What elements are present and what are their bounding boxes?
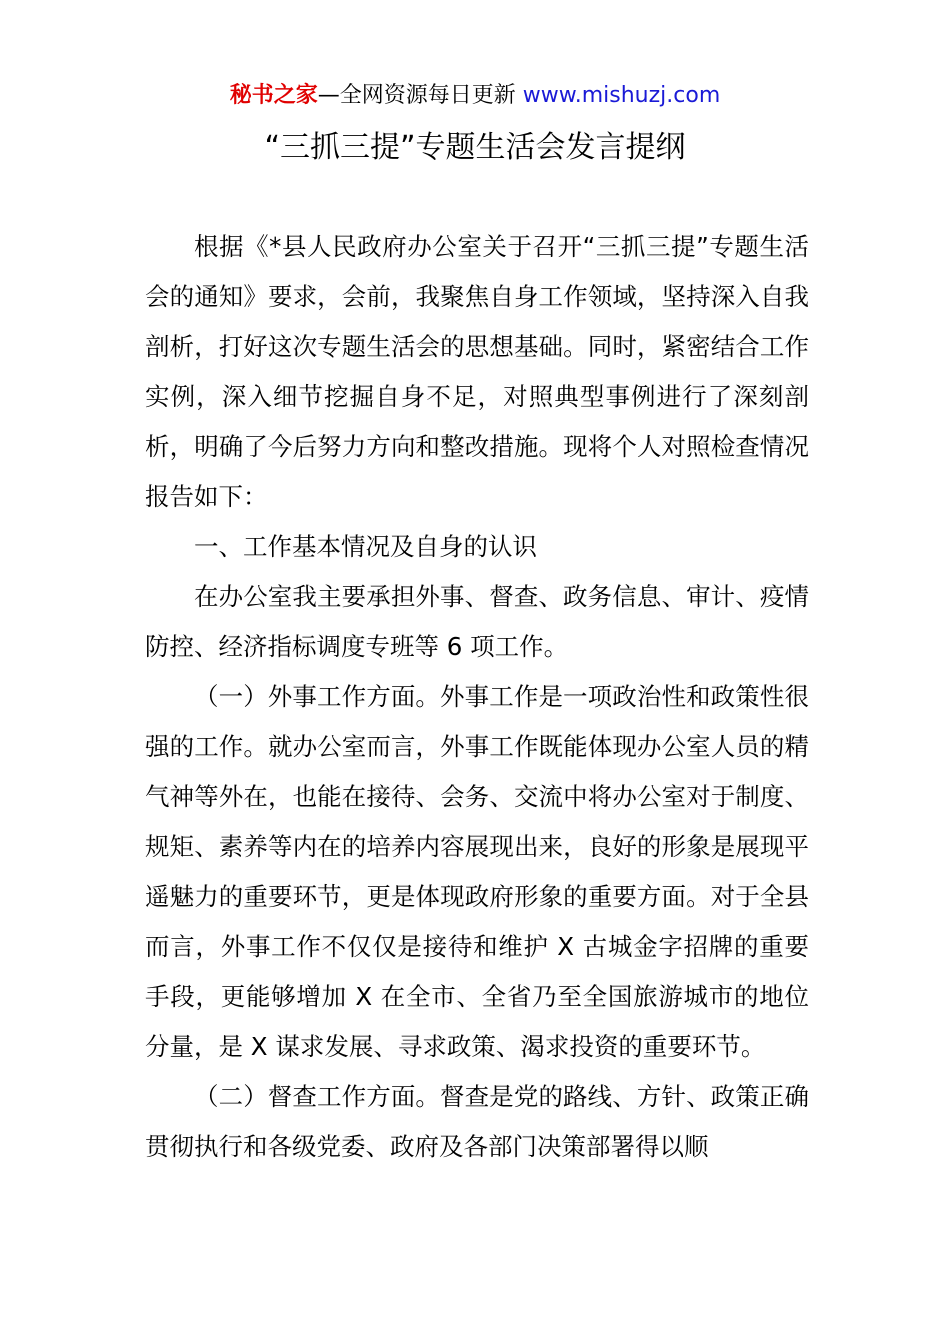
site-brand: 秘书之家 <box>229 83 318 108</box>
document-body <box>145 222 809 1172</box>
section-heading: 一、工作基本情况及自身的认识 <box>194 532 537 561</box>
site-header <box>0 80 950 112</box>
paragraph-supervision: （二）督查工作方面。督查是党的路线、方针、政策正确贯彻执行和各级党委、政府及各部门决策部署得以顺 <box>145 1082 809 1161</box>
site-url[interactable]: www.mishuzj.com <box>522 83 721 108</box>
paragraph-foreign-affairs: （一）外事工作方面。外事工作是一项政治性和政策性很强的工作。就办公室而言，外事工作既能体现办公室人员的精气神等外在，也能在接待、会务、交流中将办公室对于制度、规矩、素养等内在的培养内容展现出来，良好的形象是展现平遥魅力的重要环节，更是体现政府形象的重要方面。对于全县而言，外事工作不仅仅是接待和维护 X 古城金字招牌的重要手段，更能够增加 X 在全市、全省乃至全国旅游城市的地位分量，是 X 谋求发展、寻求政策、渴求投资的重要环节。 <box>145 682 809 1061</box>
paragraph-duties: 在办公室我主要承担外事、督查、政务信息、审计、疫情防控、经济指标调度专班等 6 项工作。 <box>145 582 809 661</box>
document-title: “三抓三提”专题生活会发言提纲 <box>264 130 686 165</box>
paragraph-intro: 根据《*县人民政府办公室关于召开“三抓三提”专题生活会的通知》要求，会前，我聚焦自身工作领域，坚持深入自我剖析，打好这次专题生活会的思想基础。同时，紧密结合工作实例，深入细节挖掘自身不足，对照典型事例进行了深刻剖析，明确了今后努力方向和整改措施。现将个人对照检查情况报告如下： <box>145 232 809 511</box>
site-tagline: —全网资源每日更新 <box>317 83 516 108</box>
